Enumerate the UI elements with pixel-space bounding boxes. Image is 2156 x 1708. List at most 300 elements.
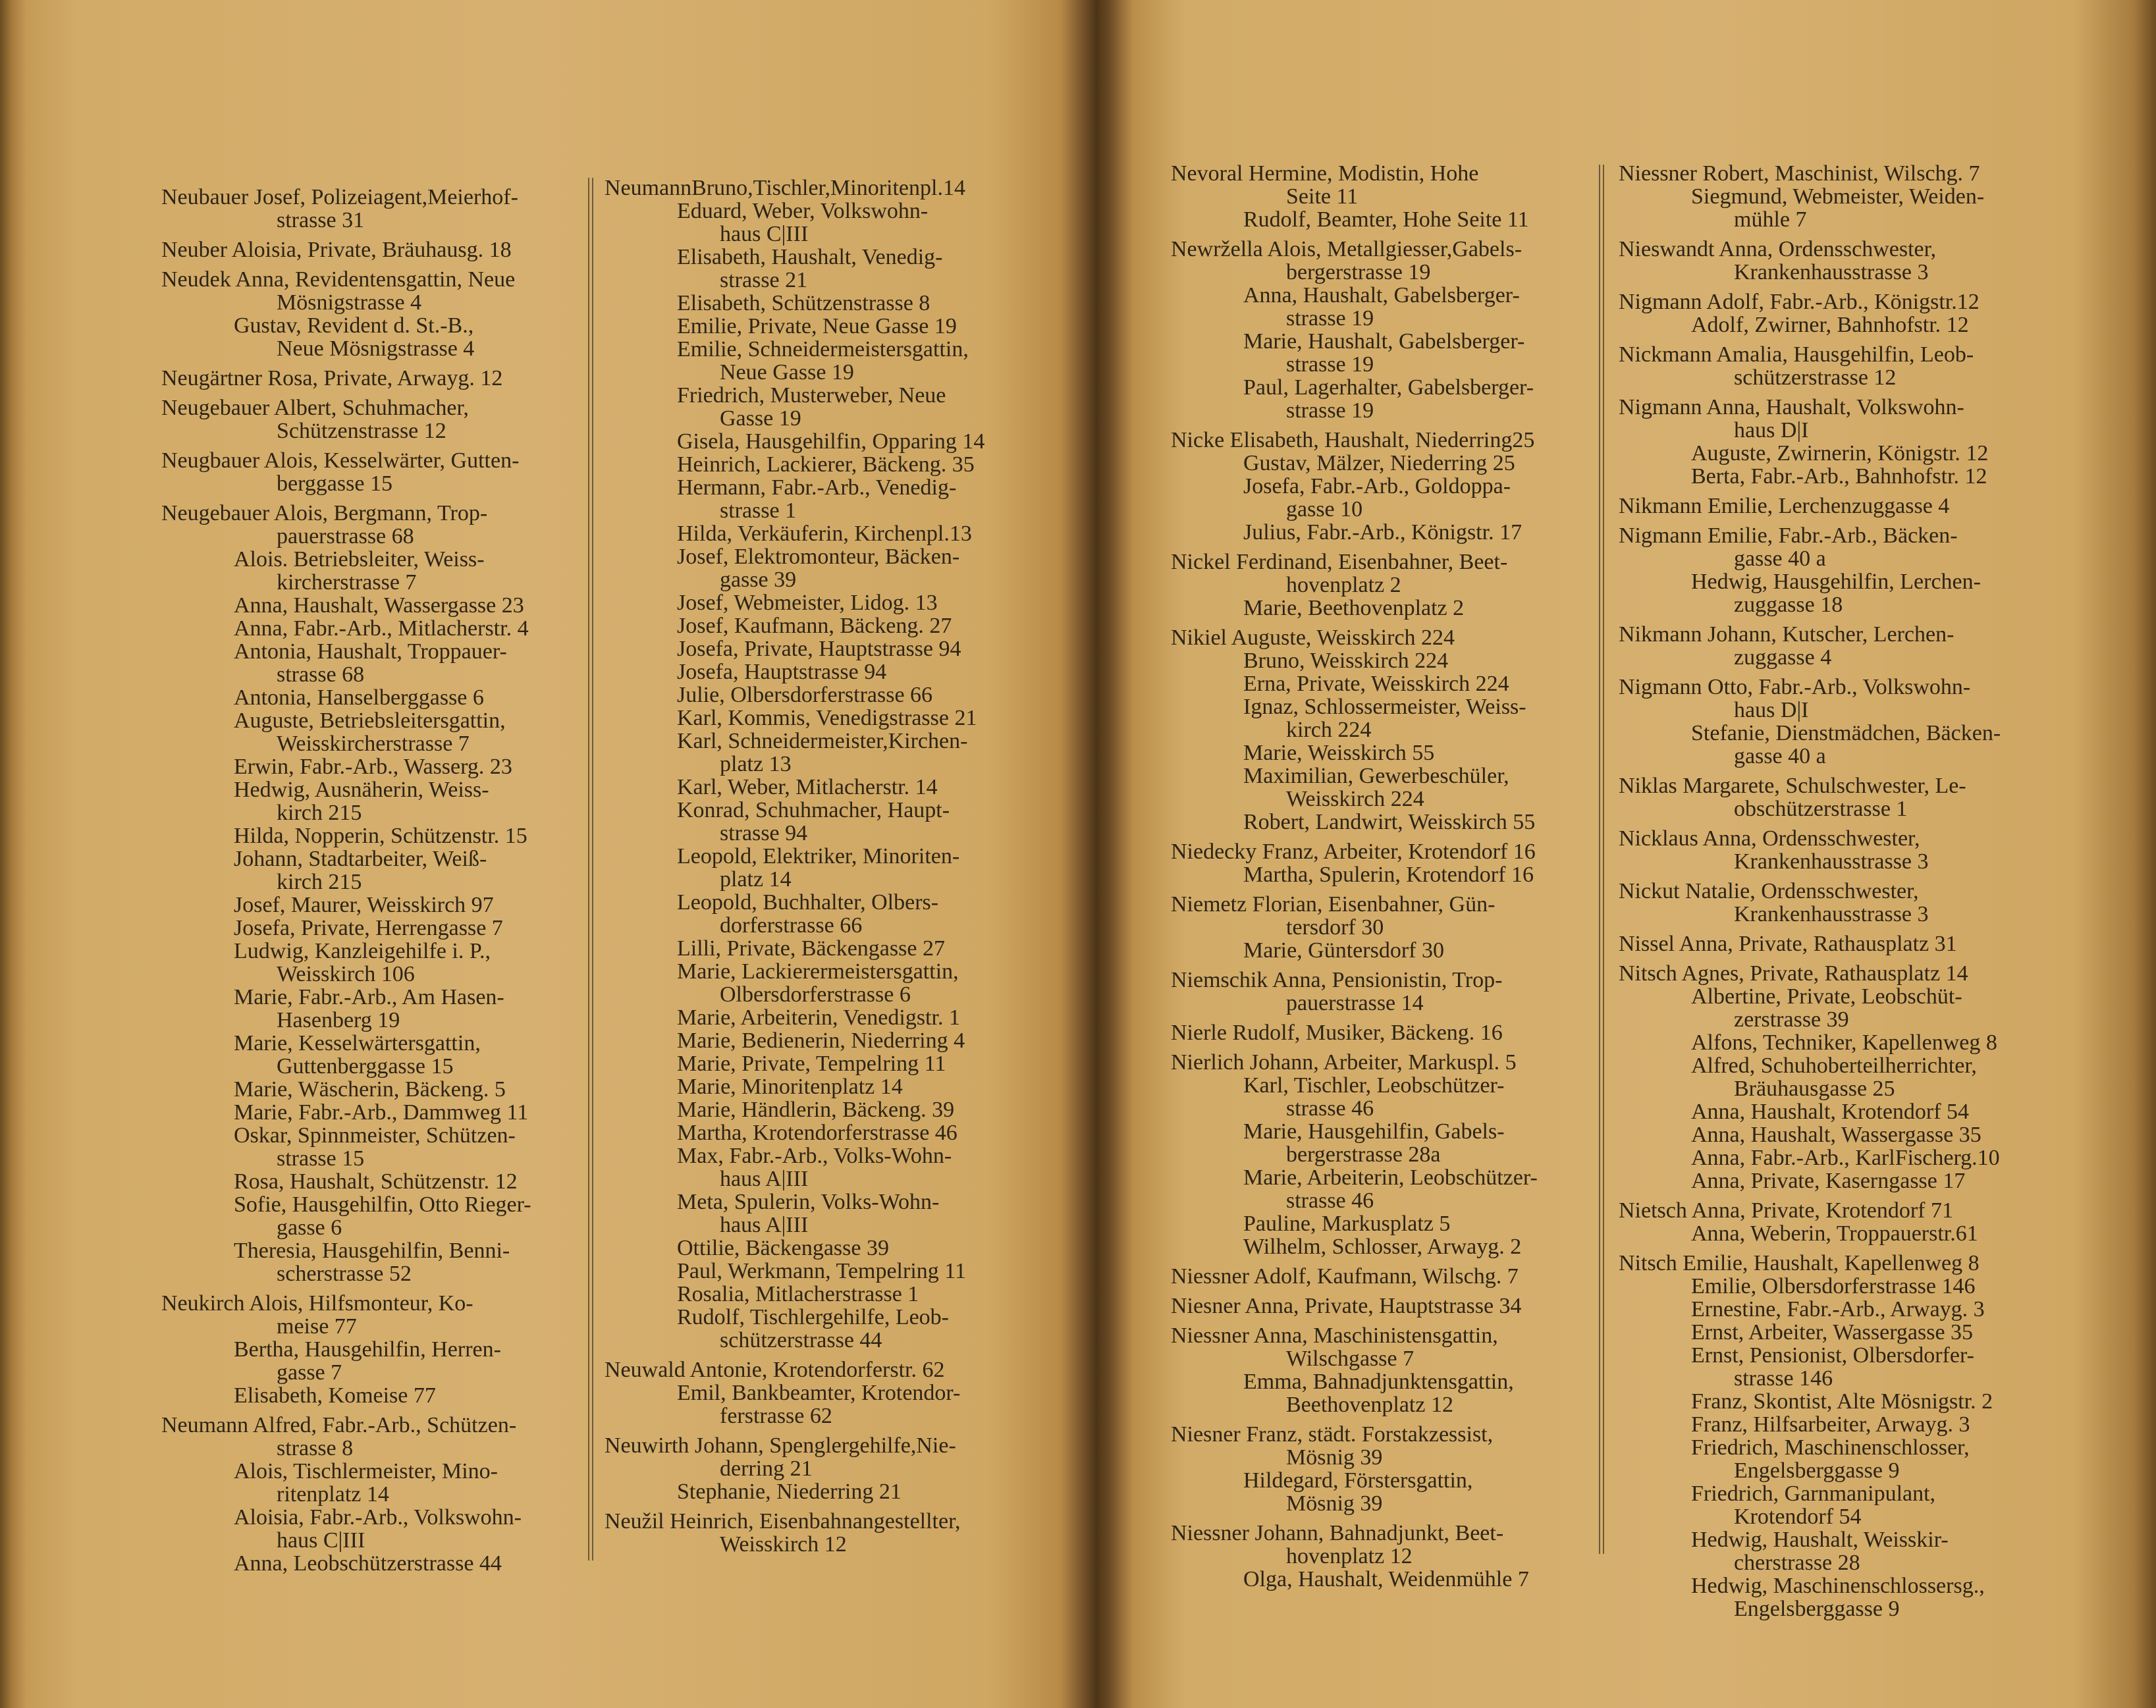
entry-line: Neue Mösnigstrasse 4 xyxy=(277,336,475,361)
entry-line: Anna, Weberin, Troppauerstr.61 xyxy=(1691,1221,1978,1246)
directory-sub-entry xyxy=(161,617,583,640)
directory-entry xyxy=(1619,827,2093,873)
directory-sub-entry xyxy=(1171,475,1592,521)
entry-line: Krotendorf 54 xyxy=(1734,1505,1862,1529)
entry-line: mühle 7 xyxy=(1734,207,1807,232)
directory-sub-entry xyxy=(1171,1212,1592,1235)
directory-sub-entry xyxy=(1619,985,2093,1031)
directory-sub-entry xyxy=(1619,185,2093,231)
entry-line: Emma, Bahnadjunktensgattin, xyxy=(1243,1370,1514,1394)
entry-line: Emil, Bankbeamter, Krotendor- xyxy=(677,1381,961,1405)
entry-line: berggasse 15 xyxy=(277,471,392,496)
entry-line: Marie, Haushalt, Gabelsberger- xyxy=(1243,329,1525,354)
directory-sub-entry xyxy=(1619,1528,2093,1574)
entry-line: strasse 94 xyxy=(720,821,808,845)
directory-sub-entry xyxy=(605,1121,1079,1144)
directory-sub-entry xyxy=(161,894,583,917)
directory-sub-entry xyxy=(605,1237,1079,1260)
entry-line: ferstrasse 62 xyxy=(720,1404,832,1428)
entry-line: Nikiel Auguste, Weisskirch 224 xyxy=(1171,626,1455,650)
entry-line: Hedwig, Ausnäherin, Weiss- xyxy=(234,778,489,802)
directory-sub-entry xyxy=(605,200,1079,246)
entry-line: Hasenberg 19 xyxy=(277,1008,400,1032)
entry-line: Ernst, Arbeiter, Wassergasse 35 xyxy=(1691,1320,1974,1345)
directory-entry xyxy=(1619,524,2093,570)
entry-line: Karl, Tischler, Leobschützer- xyxy=(1243,1073,1505,1098)
entry-line: Beethovenplatz 12 xyxy=(1286,1393,1453,1417)
entry-line: Marie, Lackierermeistersgattin, xyxy=(677,959,959,984)
directory-entry xyxy=(605,1434,1079,1480)
directory-sub-entry xyxy=(605,614,1079,637)
directory-sub-entry xyxy=(161,1460,583,1506)
entry-line: NeumannBruno,Tischler,Minoritenpl.14 xyxy=(605,176,965,200)
directory-sub-entry xyxy=(605,1381,1079,1428)
directory-sub-entry xyxy=(605,384,1079,430)
entry-line: gasse 39 xyxy=(720,568,797,592)
directory-sub-entry xyxy=(161,1101,583,1124)
directory-entry xyxy=(1619,623,2093,669)
entry-line: Ottilie, Bäckengasse 39 xyxy=(677,1236,889,1260)
entry-line: Nevoral Hermine, Modistin, Hohe xyxy=(1171,161,1479,186)
entry-line: Nissel Anna, Private, Rathausplatz 31 xyxy=(1619,932,1957,956)
directory-entry xyxy=(1171,1265,1592,1288)
directory-sub-entry xyxy=(605,1075,1079,1098)
entry-line: Theresia, Hausgehilfin, Benni- xyxy=(234,1239,510,1263)
entry-line: Niklas Margarete, Schulschwester, Le- xyxy=(1619,774,1966,798)
entry-line: Weisskircherstrasse 7 xyxy=(277,732,470,756)
directory-sub-entry xyxy=(1619,1321,2093,1344)
entry-line: gasse 6 xyxy=(277,1215,342,1240)
entry-line: Sofie, Hausgehilfin, Otto Rieger- xyxy=(234,1192,531,1217)
entry-line: Anna, Haushalt, Wassergasse 35 xyxy=(1691,1123,1981,1147)
directory-entry xyxy=(1619,396,2093,442)
entry-line: strasse 68 xyxy=(277,662,365,687)
directory-sub-entry xyxy=(1171,1370,1592,1416)
directory-entry xyxy=(161,1414,583,1460)
entry-line: Mösnigstrasse 4 xyxy=(277,290,422,315)
entry-line: Julie, Olbersdorferstrasse 66 xyxy=(677,683,933,707)
entry-line: Marie, Arbeiterin, Venedigstr. 1 xyxy=(677,1005,960,1030)
directory-sub-entry xyxy=(1619,1031,2093,1054)
directory-entry xyxy=(1171,626,1592,649)
directory-entry xyxy=(1171,429,1592,452)
entry-line: schützerstrasse 12 xyxy=(1734,365,1897,390)
entry-line: haus D|I xyxy=(1734,418,1809,442)
entry-line: Neuwald Antonie, Krotendorferstr. 62 xyxy=(605,1358,945,1382)
entry-line: Karl, Weber, Mitlacherstr. 14 xyxy=(677,775,938,799)
directory-sub-entry xyxy=(1171,811,1592,834)
entry-line: Nitsch Agnes, Private, Rathausplatz 14 xyxy=(1619,961,1968,986)
entry-line: Neužil Heinrich, Eisenbahnangestellter, xyxy=(605,1509,961,1534)
directory-sub-entry xyxy=(605,591,1079,614)
entry-line: Alfons, Techniker, Kapellenweg 8 xyxy=(1691,1030,1997,1055)
directory-sub-entry xyxy=(605,891,1079,937)
directory-sub-entry xyxy=(161,824,583,847)
entry-line: Josefa, Private, Herrengasse 7 xyxy=(234,916,503,940)
directory-entry xyxy=(1171,1294,1592,1318)
entry-line: Niemetz Florian, Eisenbahner, Gün- xyxy=(1171,892,1496,917)
entry-line: Anna, Leobschützerstrasse 44 xyxy=(234,1551,502,1576)
entry-line: Neumann Alfred, Fabr.-Arb., Schützen- xyxy=(161,1413,517,1437)
entry-line: Rosa, Haushalt, Schützenstr. 12 xyxy=(234,1169,518,1194)
entry-line: Hilda, Nopperin, Schützenstr. 15 xyxy=(234,824,527,848)
entry-line: Josefa, Hauptstrasse 94 xyxy=(677,660,887,684)
entry-line: Elisabeth, Schützenstrasse 8 xyxy=(677,291,930,315)
entry-line: strasse 19 xyxy=(1286,306,1374,331)
directory-sub-entry xyxy=(605,707,1079,730)
directory-sub-entry xyxy=(605,315,1079,338)
entry-line: Anna, Private, Kaserngasse 17 xyxy=(1691,1169,1966,1193)
directory-entry xyxy=(1619,494,2093,518)
entry-line: Marie, Hausgehilfin, Gabels- xyxy=(1243,1119,1505,1144)
entry-line: platz 14 xyxy=(720,867,792,892)
entry-line: Berta, Fabr.-Arb., Bahnhofstr. 12 xyxy=(1691,464,1987,489)
entry-line: Hedwig, Haushalt, Weisskir- xyxy=(1691,1528,1949,1552)
entry-line: Antonia, Haushalt, Troppauer- xyxy=(234,639,507,664)
entry-line: platz 13 xyxy=(720,752,792,776)
entry-line: Antonia, Hanselberggasse 6 xyxy=(234,685,484,710)
entry-line: Hedwig, Hausgehilfin, Lerchen- xyxy=(1691,570,1981,594)
entry-line: haus C|III xyxy=(720,222,809,246)
directory-sub-entry xyxy=(1171,521,1592,544)
entry-line: Marie, Wäscherin, Bäckeng. 5 xyxy=(234,1077,506,1102)
entry-line: kirch 215 xyxy=(277,801,362,825)
directory-sub-entry xyxy=(605,660,1079,683)
directory-sub-entry xyxy=(161,940,583,986)
entry-line: Weisskirch 12 xyxy=(720,1532,847,1557)
directory-sub-entry xyxy=(161,1170,583,1193)
entry-line: Paul, Lagerhalter, Gabelsberger- xyxy=(1243,375,1534,400)
entry-line: Franz, Skontist, Alte Mösnigstr. 2 xyxy=(1691,1389,1993,1414)
directory-entry xyxy=(1619,932,2093,955)
right-page-column-2 xyxy=(1619,162,2093,1620)
entry-line: Bruno, Weisskirch 224 xyxy=(1243,649,1449,673)
entry-line: Ernst, Pensionist, Olbersdorfer- xyxy=(1691,1343,1974,1368)
entry-line: dorferstrasse 66 xyxy=(720,913,863,938)
directory-entry xyxy=(161,449,583,495)
directory-entry xyxy=(605,1358,1079,1381)
left-page-column-2 xyxy=(605,176,1079,1556)
directory-sub-entry xyxy=(605,683,1079,707)
entry-line: Karl, Kommis, Venedigstrasse 21 xyxy=(677,706,977,730)
entry-line: Nickmann Amalia, Hausgehilfin, Leob- xyxy=(1619,342,1974,367)
directory-sub-entry xyxy=(161,548,583,594)
directory-entry xyxy=(1171,1021,1592,1044)
directory-sub-entry xyxy=(1171,376,1592,422)
entry-line: Niessner Adolf, Kaufmann, Wilschg. 7 xyxy=(1171,1264,1519,1289)
entry-line: Maximilian, Gewerbeschüler, xyxy=(1243,764,1509,788)
directory-sub-entry xyxy=(605,1306,1079,1352)
entry-line: Olga, Haushalt, Weidenmühle 7 xyxy=(1243,1567,1529,1591)
entry-line: Emilie, Private, Neue Gasse 19 xyxy=(677,314,957,338)
directory-sub-entry xyxy=(1619,722,2093,768)
directory-entry xyxy=(1619,880,2093,926)
directory-sub-entry xyxy=(1171,741,1592,764)
directory-sub-entry xyxy=(605,453,1079,476)
directory-sub-entry xyxy=(605,545,1079,591)
directory-entry xyxy=(1619,290,2093,313)
directory-sub-entry xyxy=(605,1260,1079,1283)
entry-line: Bertha, Hausgehilfin, Herren- xyxy=(234,1337,501,1362)
directory-sub-entry xyxy=(1619,1482,2093,1528)
directory-entry xyxy=(1171,840,1592,863)
directory-sub-entry xyxy=(161,986,583,1032)
left-page-column-1 xyxy=(161,186,583,1575)
entry-line: Robert, Landwirt, Weisskirch 55 xyxy=(1243,810,1536,834)
entry-line: Marie, Beethovenplatz 2 xyxy=(1243,596,1465,620)
directory-sub-entry xyxy=(1171,208,1592,231)
entry-line: Neuwirth Johann, Spenglergehilfe,Nie- xyxy=(605,1433,956,1458)
entry-line: Alois, Tischlermeister, Mino- xyxy=(234,1459,498,1483)
directory-sub-entry xyxy=(1171,284,1592,330)
directory-sub-entry xyxy=(161,594,583,617)
entry-line: haus D|I xyxy=(1734,698,1809,722)
entry-line: Nickel Ferdinand, Eisenbahner, Beet- xyxy=(1171,550,1508,574)
entry-line: Leopold, Elektriker, Minoriten- xyxy=(677,844,960,868)
directory-sub-entry xyxy=(605,1190,1079,1237)
entry-line: ritenplatz 14 xyxy=(277,1482,389,1507)
directory-sub-entry xyxy=(161,1552,583,1575)
entry-line: Josef, Kaufmann, Bäckeng. 27 xyxy=(677,614,952,638)
directory-sub-entry xyxy=(1171,863,1592,886)
entry-line: cherstrasse 28 xyxy=(1734,1551,1860,1575)
directory-sub-entry xyxy=(161,1506,583,1552)
entry-line: Rudolf, Tischlergehilfe, Leob- xyxy=(677,1305,949,1329)
entry-line: Adolf, Zwirner, Bahnhofstr. 12 xyxy=(1691,313,1969,337)
directory-sub-entry xyxy=(161,917,583,940)
entry-line: hovenplatz 12 xyxy=(1286,1544,1413,1568)
directory-sub-entry xyxy=(161,1124,583,1170)
entry-line: Marie, Weisskirch 55 xyxy=(1243,741,1435,765)
directory-sub-entry xyxy=(1171,452,1592,475)
entry-line: strasse 46 xyxy=(1286,1096,1374,1121)
entry-line: schützerstrasse 44 xyxy=(720,1328,882,1352)
entry-line: Gustav, Mälzer, Niederring 25 xyxy=(1243,451,1515,475)
entry-line: meise 77 xyxy=(277,1314,357,1339)
directory-entry xyxy=(161,268,583,314)
directory-entry xyxy=(1171,1522,1592,1568)
directory-sub-entry xyxy=(1171,649,1592,672)
directory-sub-entry xyxy=(605,637,1079,660)
entry-line: bergerstrasse 19 xyxy=(1286,260,1431,284)
entry-line: strasse 146 xyxy=(1734,1366,1833,1391)
entry-line: Julius, Fabr.-Arb., Königstr. 17 xyxy=(1243,520,1523,545)
directory-sub-entry xyxy=(605,292,1079,315)
directory-sub-entry xyxy=(1619,1054,2093,1100)
entry-line: Neuber Aloisia, Private, Bräuhausg. 18 xyxy=(161,238,512,262)
entry-line: zuggasse 18 xyxy=(1734,593,1843,617)
entry-line: strasse 1 xyxy=(720,498,797,523)
directory-sub-entry xyxy=(161,1193,583,1239)
entry-line: Stefanie, Dienstmädchen, Bäcken- xyxy=(1691,721,2001,745)
directory-sub-entry xyxy=(161,1032,583,1078)
directory-entry xyxy=(1171,1051,1592,1074)
entry-line: Heinrich, Lackierer, Bäckeng. 35 xyxy=(677,452,975,477)
entry-line: strasse 19 xyxy=(1286,398,1374,423)
directory-sub-entry xyxy=(161,778,583,824)
entry-line: Josef, Elektromonteur, Bäcken- xyxy=(677,545,960,569)
directory-sub-entry xyxy=(1619,1222,2093,1245)
directory-sub-entry xyxy=(605,1029,1079,1052)
entry-line: Krankenhausstrasse 3 xyxy=(1734,849,1929,874)
directory-sub-entry xyxy=(605,937,1079,960)
directory-sub-entry xyxy=(1619,1390,2093,1413)
entry-line: Josef, Maurer, Weisskirch 97 xyxy=(234,893,494,917)
entry-line: Emilie, Schneidermeistersgattin, xyxy=(677,337,969,361)
entry-line: Johann, Stadtarbeiter, Weiß- xyxy=(234,847,487,871)
entry-line: Franz, Hilfsarbeiter, Arwayg. 3 xyxy=(1691,1412,1970,1437)
directory-entry xyxy=(1619,162,2093,185)
entry-line: Nikmann Johann, Kutscher, Lerchen- xyxy=(1619,622,1954,647)
directory-sub-entry xyxy=(1171,1074,1592,1120)
entry-line: Mösnig 39 xyxy=(1286,1445,1383,1470)
directory-entry xyxy=(1171,969,1592,1015)
entry-line: Karl, Schneidermeister,Kirchen- xyxy=(677,729,968,753)
directory-entry xyxy=(161,1292,583,1338)
entry-line: Anna, Fabr.-Arb., Mitlacherstr. 4 xyxy=(234,616,529,641)
entry-line: Josefa, Fabr.-Arb., Goldoppa- xyxy=(1243,474,1511,498)
directory-sub-entry xyxy=(605,776,1079,799)
entry-line: gasse 40 a xyxy=(1734,744,1826,768)
entry-line: Newržella Alois, Metallgiesser,Gabels- xyxy=(1171,237,1523,261)
directory-sub-entry xyxy=(161,709,583,755)
entry-line: Nicklaus Anna, Ordensschwester, xyxy=(1619,826,1920,851)
entry-line: bergerstrasse 28a xyxy=(1286,1142,1441,1167)
entry-line: Alfred, Schuhoberteilherrichter, xyxy=(1691,1054,1977,1078)
left-page-column-divider-2 xyxy=(592,178,593,1561)
entry-line: Anna, Haushalt, Wassergasse 23 xyxy=(234,593,524,618)
entry-line: gasse 10 xyxy=(1286,497,1363,521)
directory-sub-entry xyxy=(161,640,583,686)
entry-line: strasse 8 xyxy=(277,1436,354,1460)
directory-entry xyxy=(1619,1199,2093,1222)
directory-sub-entry xyxy=(605,1480,1079,1503)
entry-line: Hilda, Verkäuferin, Kirchenpl.13 xyxy=(677,521,972,546)
directory-sub-entry xyxy=(605,522,1079,545)
entry-line: Leopold, Buchhalter, Olbers- xyxy=(677,890,939,915)
directory-entry xyxy=(161,396,583,442)
entry-line: Ignaz, Schlossermeister, Weiss- xyxy=(1243,695,1526,719)
directory-sub-entry xyxy=(1619,1436,2093,1482)
directory-sub-entry xyxy=(1171,330,1592,376)
entry-line: Nierle Rudolf, Musiker, Bäckeng. 16 xyxy=(1171,1021,1503,1045)
directory-entry xyxy=(1619,774,2093,820)
entry-line: Josefa, Private, Hauptstrasse 94 xyxy=(677,637,961,661)
directory-sub-entry xyxy=(1619,1123,2093,1146)
entry-line: Elisabeth, Haushalt, Venedig- xyxy=(677,245,943,269)
entry-line: Emilie, Olbersdorferstrasse 146 xyxy=(1691,1274,1976,1298)
entry-line: Stephanie, Niederring 21 xyxy=(677,1480,902,1504)
entry-line: Marie, Kesselwärtersgattin, xyxy=(234,1031,481,1055)
directory-entry xyxy=(161,367,583,390)
directory-entry xyxy=(1619,238,2093,284)
entry-line: Alois. Betriebsleiter, Weiss- xyxy=(234,547,485,572)
directory-sub-entry xyxy=(1171,1568,1592,1591)
entry-line: kirch 224 xyxy=(1286,718,1372,742)
left-page-column-divider xyxy=(588,178,589,1561)
directory-sub-entry xyxy=(1619,570,2093,616)
entry-line: gasse 40 a xyxy=(1734,547,1826,571)
entry-line: Nierlich Johann, Arbeiter, Markuspl. 5 xyxy=(1171,1050,1517,1075)
entry-line: Wilhelm, Schlosser, Arwayg. 2 xyxy=(1243,1235,1522,1259)
directory-sub-entry xyxy=(161,1078,583,1101)
entry-line: strasse 15 xyxy=(277,1146,365,1171)
directory-sub-entry xyxy=(1619,1169,2093,1192)
entry-line: Friedrich, Maschinenschlosser, xyxy=(1691,1435,1970,1460)
entry-line: Paul, Werkmann, Tempelring 11 xyxy=(677,1259,967,1283)
entry-line: Hedwig, Maschinenschlossersg., xyxy=(1691,1574,1985,1598)
entry-line: pauerstrasse 68 xyxy=(277,524,414,548)
entry-line: Marie, Bedienerin, Niederring 4 xyxy=(677,1028,965,1053)
entry-line: haus C|III xyxy=(277,1528,365,1553)
entry-line: Neugebauer Alois, Bergmann, Trop- xyxy=(161,501,488,525)
entry-line: Lilli, Private, Bäckengasse 27 xyxy=(677,936,945,961)
entry-line: Nietsch Anna, Private, Krotendorf 71 xyxy=(1619,1198,1953,1223)
entry-line: Guttenberggasse 15 xyxy=(277,1054,454,1079)
right-page-column-1 xyxy=(1171,162,1592,1591)
directory-sub-entry xyxy=(1619,1275,2093,1298)
directory-entry xyxy=(1171,238,1592,284)
entry-line: Martha, Krotendorferstrasse 46 xyxy=(677,1121,957,1145)
entry-line: Neue Gasse 19 xyxy=(720,360,854,385)
entry-line: Marie, Arbeiterin, Leobschützer- xyxy=(1243,1165,1538,1190)
entry-line: Ludwig, Kanzleigehilfe i. P., xyxy=(234,939,491,963)
entry-line: Erwin, Fabr.-Arb., Wasserg. 23 xyxy=(234,755,512,779)
directory-sub-entry xyxy=(605,845,1079,891)
entry-line: Nigmann Anna, Haushalt, Volkswohn- xyxy=(1619,395,1964,419)
entry-line: Rudolf, Beamter, Hohe Seite 11 xyxy=(1243,207,1529,232)
entry-line: Bräuhausgasse 25 xyxy=(1734,1077,1895,1101)
directory-sub-entry xyxy=(1619,1574,2093,1620)
entry-line: Nigmann Emilie, Fabr.-Arb., Bäcken- xyxy=(1619,523,1958,548)
entry-line: Eduard, Weber, Volkswohn- xyxy=(677,199,929,223)
entry-line: Neugärtner Rosa, Private, Arwayg. 12 xyxy=(161,366,503,390)
entry-line: strasse 19 xyxy=(1286,352,1374,377)
entry-line: Anna, Haushalt, Krotendorf 54 xyxy=(1691,1100,1970,1124)
entry-line: tersdorf 30 xyxy=(1286,915,1384,940)
directory-sub-entry xyxy=(605,799,1079,845)
directory-sub-entry xyxy=(605,1098,1079,1121)
entry-line: Neugbauer Alois, Kesselwärter, Gutten- xyxy=(161,448,520,473)
entry-line: Weisskirch 106 xyxy=(277,962,415,986)
entry-line: Josef, Webmeister, Lidog. 13 xyxy=(677,591,938,615)
entry-line: Marie, Fabr.-Arb., Dammweg 11 xyxy=(234,1100,529,1125)
entry-line: Mösnig 39 xyxy=(1286,1491,1383,1516)
entry-line: Niesner Franz, städt. Forstakzessist, xyxy=(1171,1422,1494,1447)
entry-line: Gustav, Revident d. St.-B., xyxy=(234,313,474,338)
entry-line: Olbersdorferstrasse 6 xyxy=(720,982,911,1007)
entry-line: Niessner Anna, Maschinistensgattin, xyxy=(1171,1323,1498,1348)
directory-entry xyxy=(605,1510,1079,1556)
directory-sub-entry xyxy=(605,1006,1079,1029)
entry-line: haus A|III xyxy=(720,1167,809,1191)
directory-sub-entry xyxy=(605,246,1079,292)
entry-line: Neukirch Alois, Hilfsmonteur, Ko- xyxy=(161,1291,473,1316)
directory-sub-entry xyxy=(1619,313,2093,336)
directory-sub-entry xyxy=(1171,1120,1592,1166)
directory-sub-entry xyxy=(1619,442,2093,465)
directory-entry xyxy=(1171,1423,1592,1469)
right-page-column-divider xyxy=(1599,165,1600,1554)
directory-entry xyxy=(1619,962,2093,985)
entry-line: Nitsch Emilie, Haushalt, Kapellenweg 8 xyxy=(1619,1251,1980,1275)
entry-line: Friedrich, Garnmanipulant, xyxy=(1691,1481,1936,1506)
directory-sub-entry xyxy=(161,755,583,778)
directory-sub-entry xyxy=(605,476,1079,522)
entry-line: Marie, Güntersdorf 30 xyxy=(1243,938,1444,963)
directory-entry xyxy=(161,502,583,548)
directory-sub-entry xyxy=(1171,939,1592,962)
